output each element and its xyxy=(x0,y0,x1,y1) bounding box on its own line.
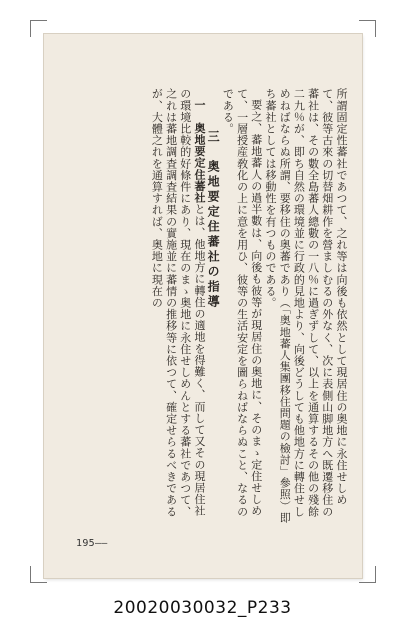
body-paragraph-1: 所謂固定性蕃社であつて、之れ等は向後も依然として現居住の奥地に永住せしめて、彼等古來の切替畑耕作を營ましむるの外なく、次に表側山脚地方へ既遷移住の蕃社は、その數全島蕃人總數の一八％に過ぎずして、以上を通算するその他の殘餘二九％が、即ち自然の環境並に行政的見地より、向後どうしても他地方に轉住せしめねばならぬ所謂、要移住の奥蕃であり（「奥地蕃人集團移住問題の檢討」參照）即ち蕃社としては移動性を有つものである。 xyxy=(263,88,348,524)
crop-mark-bottom-right xyxy=(359,566,376,583)
section-heading: 三 奥地要定住蕃社の指導 xyxy=(206,130,221,310)
body-paragraph-3: とは、他地方に轉住の適地を得難く、而して又その現居住社の環境比較的好條件にあり、現在のまゝ奥地に永住せしめんとする蕃社であつて、之れは蕃地調査調査結果の實施並に蕃情の推移等に依つて、確定せらるべきであるが、大體之れを通算すれば、奥地に現在の xyxy=(150,88,206,518)
image-caption: 20020030032_P233 xyxy=(113,598,292,618)
vertical-text-body xyxy=(80,88,348,524)
crop-mark-top-left xyxy=(30,20,47,37)
body-paragraph-2: 要之、蕃地蕃人の過半數は、向後も彼等が現居住の奥地に、そのまゝ定住せしめて、一層授産敎化の上に意を用ひ、彼等の生活安定を圖らねばならぬこと、なるのである。 xyxy=(221,88,263,518)
crop-mark-top-right xyxy=(359,20,376,37)
crop-mark-bottom-left xyxy=(30,566,47,583)
subsection-label: 一 奥地要定住蕃社 xyxy=(192,99,206,204)
page-number: 195—— xyxy=(76,538,108,549)
